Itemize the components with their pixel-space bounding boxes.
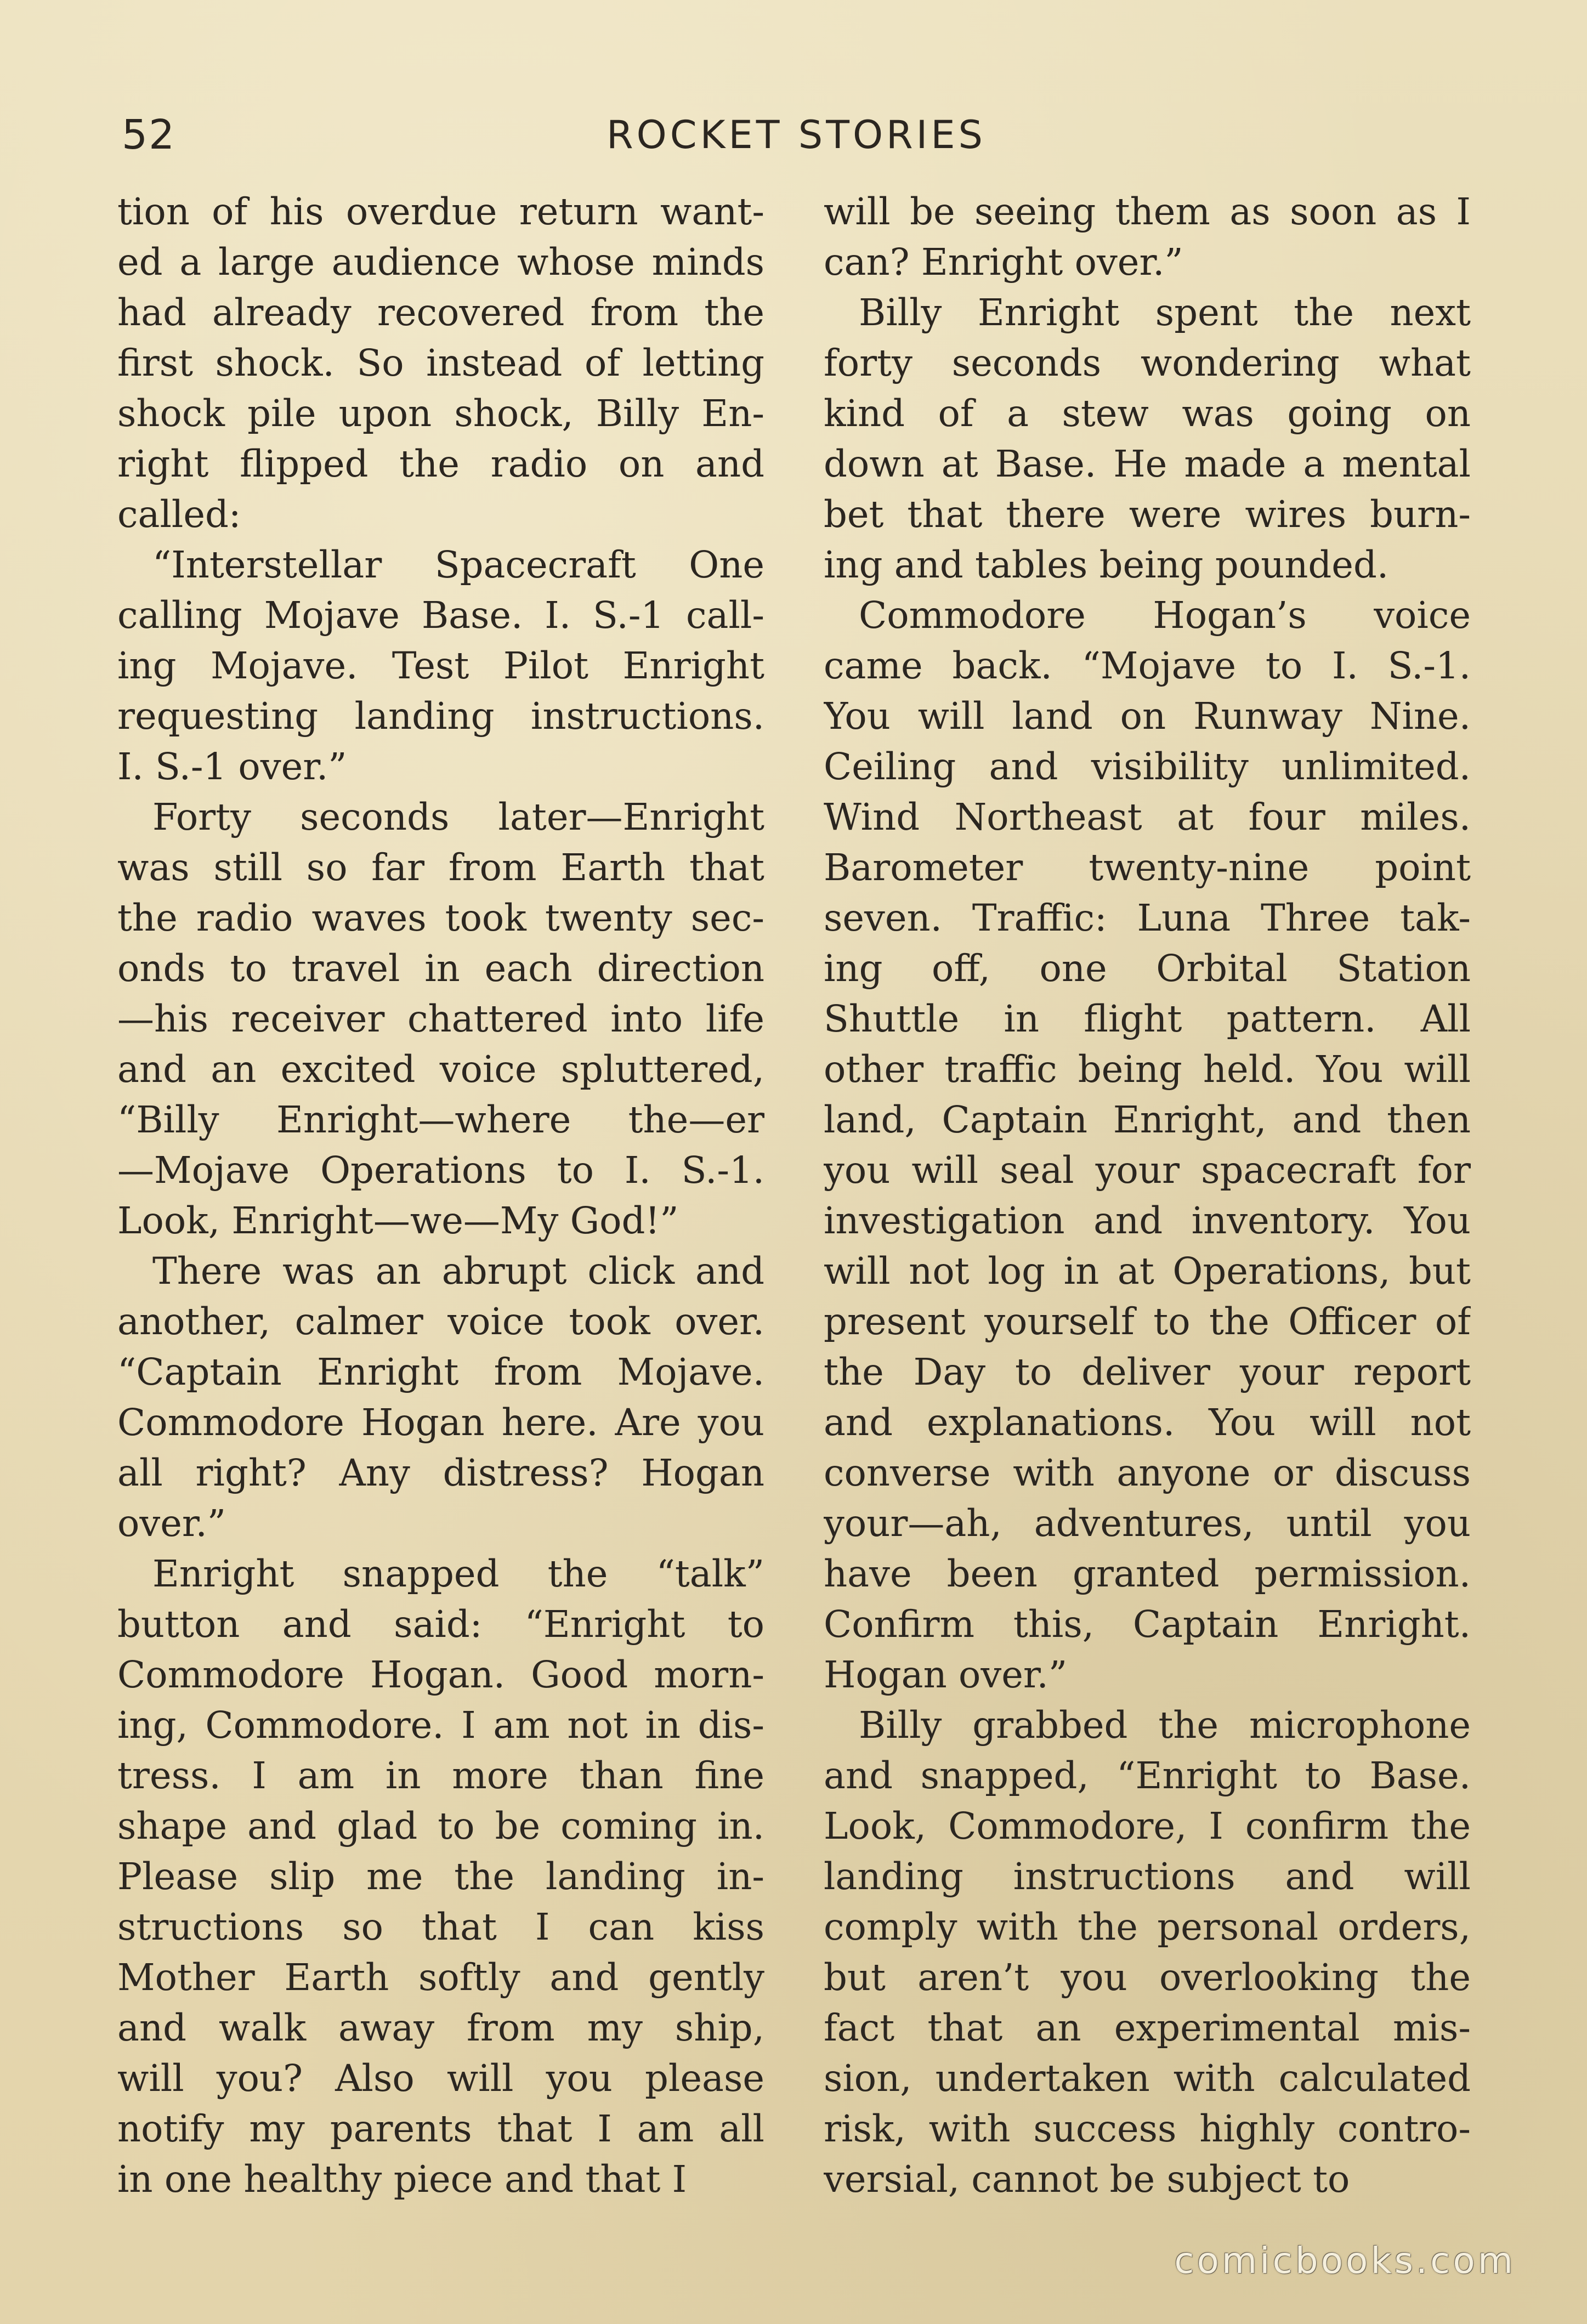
text-line: ing Mojave. Test Pilot Enright — [117, 644, 764, 687]
text-line: Mother Earth softly and gently — [117, 1956, 764, 1999]
text-line: ed a large audience whose minds — [117, 241, 764, 284]
text-line: down at Base. He made a mental — [824, 443, 1471, 485]
text-line: Commodore Hogan. Good morn- — [117, 1653, 764, 1696]
text-line: “Billy Enright—where the—er — [117, 1098, 764, 1141]
text-line: —Mojave Operations to I. S.-1. — [117, 1149, 764, 1192]
text-line: present yourself to the Officer of — [824, 1300, 1471, 1343]
text-line: kind of a stew was going on — [824, 392, 1471, 435]
text-line: can? Enright over.” — [824, 241, 1183, 284]
text-line: landing instructions and will — [824, 1855, 1471, 1898]
text-line: was still so far from Earth that — [117, 846, 764, 889]
text-line: tion of his overdue return want- — [117, 190, 764, 233]
text-line: have been granted permission. — [824, 1552, 1471, 1595]
text-line: came back. “Mojave to I. S.-1. — [824, 644, 1471, 687]
text-line: versial, cannot be subject to — [824, 2158, 1350, 2201]
text-line: ing, Commodore. I am not in dis- — [117, 1704, 764, 1747]
text-line: over.” — [117, 1502, 226, 1545]
text-line: Commodore Hogan here. Are you — [117, 1401, 764, 1444]
text-line: will you? Also will you please — [117, 2057, 764, 2100]
text-line: Hogan over.” — [824, 1653, 1068, 1696]
text-line: investigation and inventory. You — [824, 1199, 1471, 1242]
text-line: onds to travel in each direction — [117, 947, 764, 990]
text-line: calling Mojave Base. I. S.-1 call- — [117, 594, 764, 637]
text-line: and explanations. You will not — [824, 1401, 1471, 1444]
page-number: 52 — [122, 111, 176, 158]
text-line: and an excited voice spluttered, — [117, 1048, 764, 1091]
text-line: your—ah, adventures, until you — [824, 1502, 1471, 1545]
watermark: comicbooks.com — [1174, 2240, 1516, 2282]
text-line: risk, with success highly contro- — [824, 2107, 1471, 2150]
text-line: Billy grabbed the microphone — [859, 1704, 1471, 1747]
text-line: button and said: “Enright to — [117, 1603, 764, 1646]
text-line: first shock. So instead of letting — [117, 342, 764, 384]
text-line: converse with anyone or discuss — [824, 1452, 1471, 1494]
text-line: other traffic being held. You will — [824, 1048, 1471, 1091]
text-line: fact that an experimental mis- — [824, 2006, 1471, 2049]
text-line: bet that there were wires burn- — [824, 493, 1471, 536]
text-line: another, calmer voice took over. — [117, 1300, 764, 1343]
text-line: tress. I am in more than fine — [117, 1754, 764, 1797]
text-line: Look, Enright—we—My God!” — [117, 1199, 679, 1242]
text-line: seven. Traffic: Luna Three tak- — [824, 897, 1471, 939]
running-title: ROCKET STORIES — [607, 112, 986, 157]
text-line: had already recovered from the — [117, 291, 764, 334]
text-line: right flipped the radio on and — [117, 443, 764, 485]
right-column — [824, 186, 1471, 2204]
text-line: Enright snapped the “talk” — [152, 1552, 764, 1595]
text-line: forty seconds wondering what — [824, 342, 1471, 384]
text-line: the radio waves took twenty sec- — [117, 897, 764, 939]
text-line: notify my parents that I am all — [117, 2107, 764, 2150]
text-line: and walk away from my ship, — [117, 2006, 764, 2049]
text-line: Forty seconds later—Enright — [152, 796, 764, 838]
text-line: called: — [117, 493, 241, 536]
text-line: You will land on Runway Nine. — [824, 695, 1471, 738]
text-line: will be seeing them as soon as I — [824, 190, 1471, 233]
text-line: Confirm this, Captain Enright. — [824, 1603, 1471, 1646]
text-line: Look, Commodore, I confirm the — [824, 1805, 1471, 1847]
text-line: structions so that I can kiss — [117, 1906, 764, 1948]
text-line: sion, undertaken with calculated — [824, 2057, 1471, 2100]
text-line: you will seal your spacecraft for — [824, 1149, 1471, 1192]
text-line: Please slip me the landing in- — [117, 1855, 764, 1898]
text-line: shock pile upon shock, Billy En- — [117, 392, 764, 435]
text-line: land, Captain Enright, and then — [824, 1098, 1471, 1141]
page-header — [122, 107, 1471, 168]
text-line: and snapped, “Enright to Base. — [824, 1754, 1471, 1797]
left-column — [117, 186, 764, 2204]
text-line: I. S.-1 over.” — [117, 745, 347, 788]
text-line: Wind Northeast at four miles. — [824, 796, 1471, 838]
text-line: Shuttle in flight pattern. All — [824, 997, 1471, 1040]
text-line: “Interstellar Spacecraft One — [152, 543, 764, 586]
text-line: Ceiling and visibility unlimited. — [824, 745, 1471, 788]
text-line: ing off, one Orbital Station — [824, 947, 1471, 990]
text-line: Barometer twenty-nine point — [824, 846, 1471, 889]
text-line: in one healthy piece and that I — [117, 2158, 687, 2201]
text-line: comply with the personal orders, — [824, 1906, 1471, 1948]
text-line: There was an abrupt click and — [152, 1250, 764, 1293]
text-line: ing and tables being pounded. — [824, 543, 1389, 586]
text-line: but aren’t you overlooking the — [824, 1956, 1471, 1999]
text-line: the Day to deliver your report — [824, 1351, 1471, 1393]
text-line: Commodore Hogan’s voice — [859, 594, 1471, 637]
text-line: requesting landing instructions. — [117, 695, 764, 738]
text-line: shape and glad to be coming in. — [117, 1805, 764, 1847]
text-line: —his receiver chattered into life — [117, 997, 764, 1040]
text-line: all right? Any distress? Hogan — [117, 1452, 764, 1494]
text-line: “Captain Enright from Mojave. — [117, 1351, 764, 1393]
text-line: will not log in at Operations, but — [824, 1250, 1471, 1293]
text-line: Billy Enright spent the next — [859, 291, 1471, 334]
